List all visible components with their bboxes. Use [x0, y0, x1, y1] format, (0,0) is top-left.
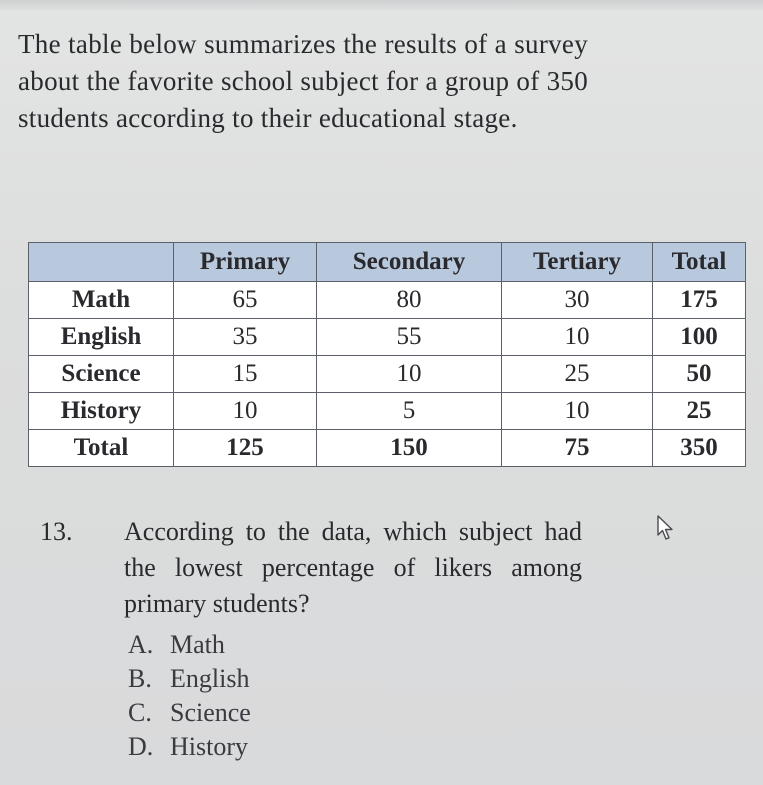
cell-tertiary: 75 [502, 430, 653, 467]
table-total-row [29, 430, 746, 467]
mouse-pointer-icon [657, 515, 675, 541]
cell-tertiary: 10 [502, 393, 653, 430]
cell-primary: 15 [174, 356, 317, 393]
option-letter: D. [128, 732, 154, 761]
cell-secondary: 150 [317, 430, 502, 467]
option-c[interactable] [128, 696, 251, 730]
intro-paragraph: The table below summarizes the results of a survey about the favorite school subject for a group of 350 students according to their educational stage. [18, 29, 588, 133]
table-row [29, 356, 746, 393]
cell-tertiary: 30 [502, 282, 653, 319]
header-cell-primary: Primary [174, 243, 317, 282]
cell-primary: 65 [174, 282, 317, 319]
cell-tertiary: 25 [502, 356, 653, 393]
row-label: Math [29, 282, 174, 319]
cell-total: 350 [653, 430, 746, 467]
question-number: 13. [40, 517, 73, 546]
header-cell-tertiary: Tertiary [502, 243, 653, 282]
cell-primary: 125 [174, 430, 317, 467]
survey-table-container [28, 242, 746, 467]
table-row [29, 319, 746, 356]
cell-secondary: 10 [317, 356, 502, 393]
question-text: According to the data, which subject had the lowest percentage of likers among primary students? [124, 517, 582, 618]
row-label: History [29, 393, 174, 430]
option-letter: C. [128, 698, 152, 727]
top-edge-strip [0, 0, 763, 10]
survey-table [28, 242, 746, 467]
row-label: Total [29, 430, 174, 467]
header-cell-corner [29, 243, 174, 282]
cell-total: 50 [653, 356, 746, 393]
cell-total: 175 [653, 282, 746, 319]
cell-primary: 35 [174, 319, 317, 356]
cell-secondary: 55 [317, 319, 502, 356]
header-cell-total: Total [653, 243, 746, 282]
question-stem [40, 514, 582, 622]
option-letter: A. [128, 630, 154, 659]
option-letter: B. [128, 664, 152, 693]
option-b[interactable] [128, 662, 251, 696]
cell-primary: 10 [174, 393, 317, 430]
answer-options [128, 628, 251, 764]
table-row [29, 393, 746, 430]
table-row [29, 282, 746, 319]
option-label: Math [170, 630, 225, 659]
cell-secondary: 5 [317, 393, 502, 430]
cell-secondary: 80 [317, 282, 502, 319]
cell-tertiary: 10 [502, 319, 653, 356]
question-block [40, 514, 582, 622]
table-header-row [29, 243, 746, 282]
option-label: Science [170, 698, 251, 727]
option-a[interactable] [128, 628, 251, 662]
cell-total: 100 [653, 319, 746, 356]
option-label: History [170, 732, 248, 761]
option-label: English [170, 664, 250, 693]
row-label: Science [29, 356, 174, 393]
option-d[interactable] [128, 730, 251, 764]
header-cell-secondary: Secondary [317, 243, 502, 282]
cell-total: 25 [653, 393, 746, 430]
row-label: English [29, 319, 174, 356]
